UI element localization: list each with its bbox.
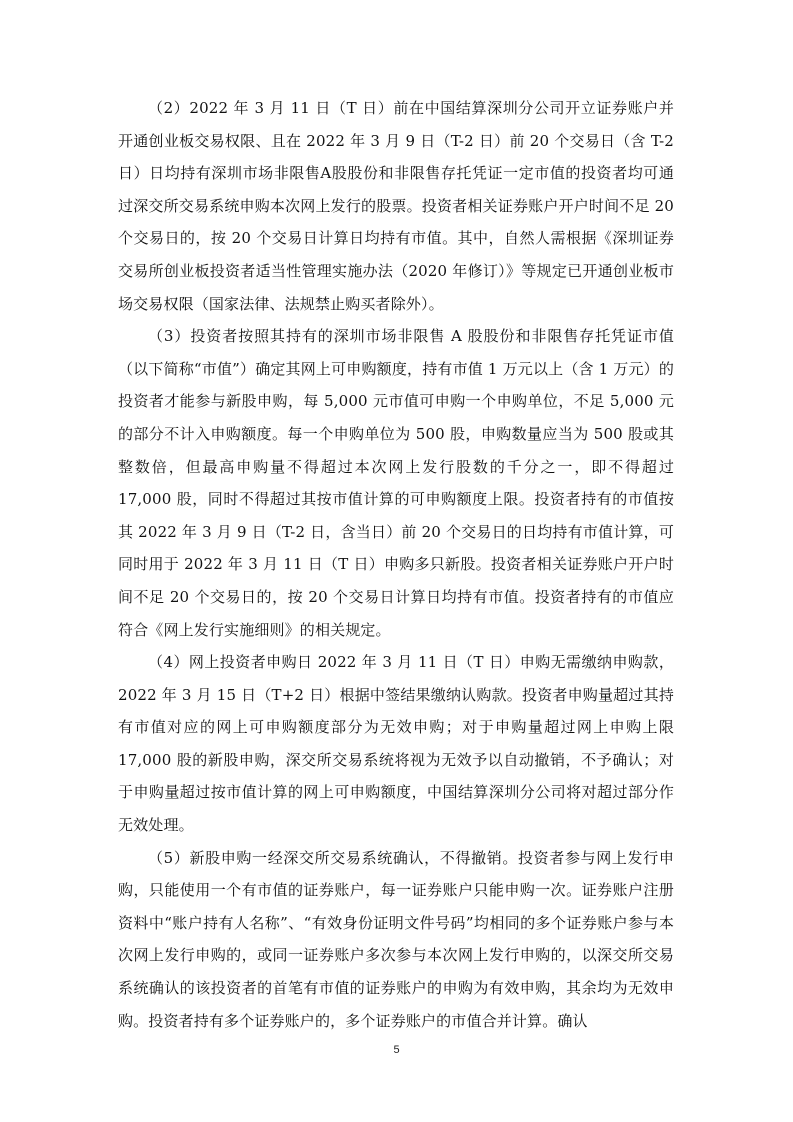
paragraph-item-3: （3）投资者按照其持有的深圳市场非限售 A 股股份和非限售存托凭证市值（以下简称“市值”）确定其网上可申购额度，持有市值 1 万元以上（含 1 万元）的投资者才能参与新股申购，每 5,000 元市值可申购一个申购单位，不足 5,000 元的部分不计入申购额度。每一个申购单位为 500 股，申购数量应当为 500 股或其整数倍，但最高申购量不得超过本次网上发行股数的千分之一，即不得超过 17,000 股，同时不得超过其按市值计算的可申购额度上限。投资者持有的市值按其 2022 年 3 月 9 日（T-2 日，含当日）前 20 个交易日的日均持有市值计算，可同时用于 2022 年 3 月 11 日（T 日）申购多只新股。投资者相关证券账户开户时间不足 20 个交易日的，按 20 个交易日计算日均持有市值。投资者持有的市值应符合《网上发行实施细则》的相关规定。 — [118, 327, 674, 639]
document-body — [118, 92, 674, 1037]
page-number: 5 — [393, 1044, 400, 1056]
paragraph-item-5: （5）新股申购一经深交所交易系统确认，不得撤销。投资者参与网上发行申购，只能使用一个有市值的证券账户，每一证券账户只能申购一次。证券账户注册资料中“账户持有人名称”、“有效身份证明文件号码”均相同的多个证券账户参与本次网上发行申购的，或同一证券账户多次参与本次网上发行申购的，以深交所交易系统确认的该投资者的首笔有市值的证券账户的申购为有效申购，其余均为无效申购。投资者持有多个证券账户的，多个证券账户的市值合并计算。确认 — [118, 848, 674, 1030]
paragraph-item-4: （4）网上投资者申购日 2022 年 3 月 11 日（T 日）申购无需缴纳申购款，2022 年 3 月 15 日（T+2 日）根据中签结果缴纳认购款。投资者申购量超过其持有市值对应的网上可申购额度部分为无效申购；对于申购量超过网上申购上限 17,000 股的新股申购，深交所交易系统将视为无效予以自动撤销，不予确认；对于申购量超过按市值计算的网上可申购额度，中国结算深圳分公司将对超过部分作无效处理。 — [118, 653, 674, 835]
paragraph-item-2: （2）2022 年 3 月 11 日（T 日）前在中国结算深圳分公司开立证券账户并开通创业板交易权限、且在 2022 年 3 月 9 日（T-2 日）前 20 个交易日（含 T-2 日）日均持有深圳市场非限售A股股份和非限售存托凭证一定市值的投资者均可通过深交所交易系统申购本次网上发行的股票。投资者相关证券账户开户时间不足 20 个交易日的，按 20 个交易日计算日均持有市值。其中，自然人需根据《深圳证券交易所创业板投资者适当性管理实施办法（2020 年修订）》等规定已开通创业板市场交易权限（国家法律、法规禁止购买者除外）。 — [118, 99, 674, 313]
